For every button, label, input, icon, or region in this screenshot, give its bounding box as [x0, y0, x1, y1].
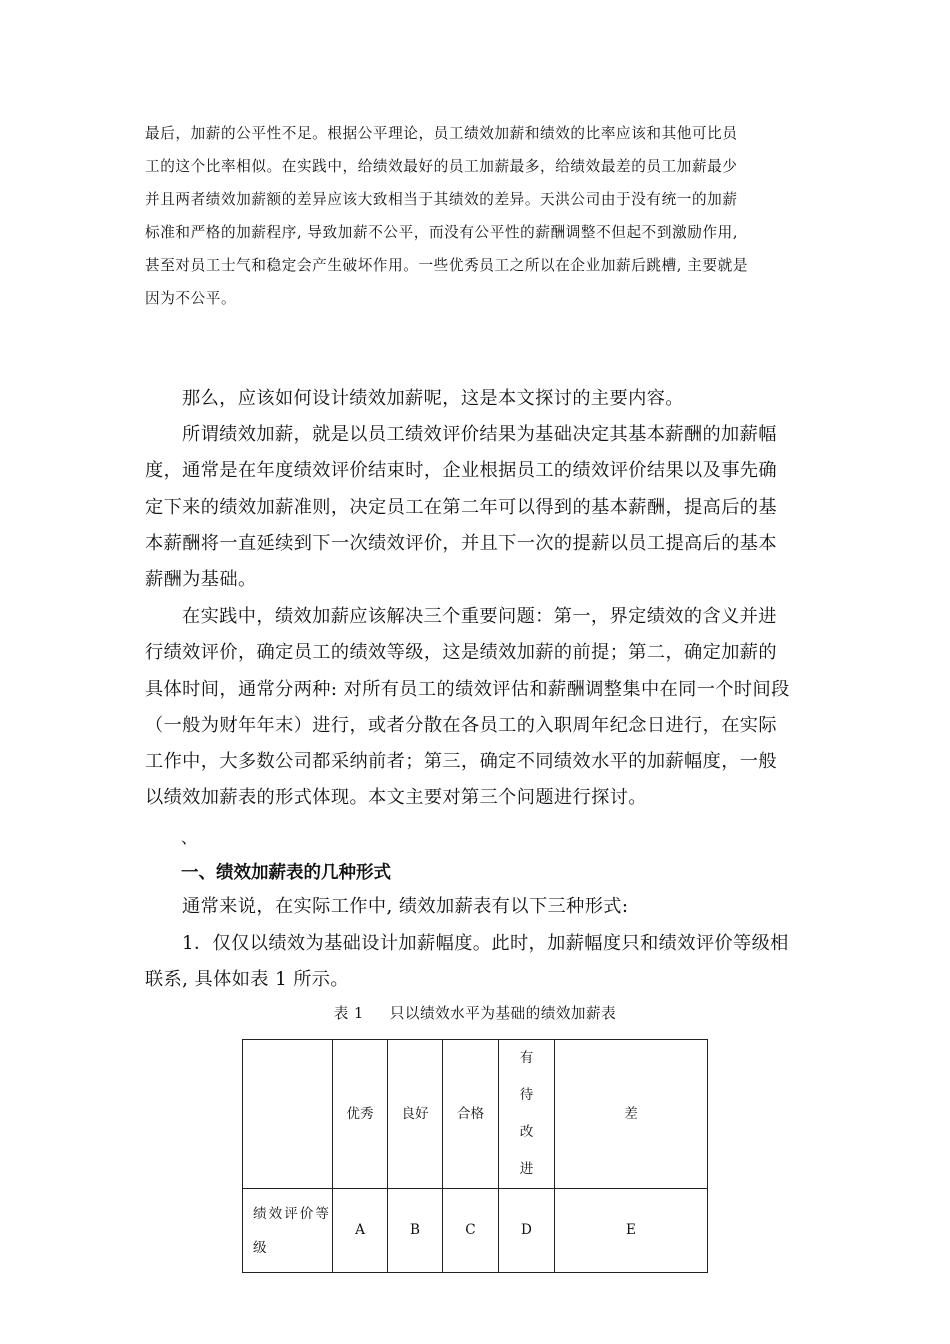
table-header-row: [243, 1040, 708, 1189]
text-line: 甚至对员工士气和稳定会产生破坏作用。一些优秀员工之所以在企业加薪后跳槽, 主要就是: [145, 257, 749, 274]
text-line: 联系, 具体如表 1 所示。: [145, 969, 349, 991]
header-cell-needs-improvement: [499, 1040, 555, 1189]
section-heading: 一、绩效加薪表的几种形式: [181, 863, 391, 883]
header-cell-pass: 合格: [443, 1040, 499, 1189]
table-caption-text: 只以绩效水平为基础的绩效加薪表: [389, 1005, 617, 1022]
table-caption-label: 表 1: [333, 1005, 364, 1022]
text-line: 以绩效加薪表的形式体现。本文主要对第三个问题进行探讨。: [145, 787, 647, 809]
table-row: [243, 1189, 708, 1273]
header-cell-excellent: 优秀: [333, 1040, 388, 1189]
text-line: 所谓绩效加薪，就是以员工绩效评价结果为基础决定其基本薪酬的加薪幅: [182, 424, 777, 445]
paragraph-question: [145, 381, 807, 417]
header-cell-poor: 差: [555, 1040, 708, 1189]
paragraph-item-1: [145, 926, 807, 999]
header-cell-good: 良好: [388, 1040, 443, 1189]
row-label-text: 绩效评价等级: [253, 1205, 331, 1256]
grade-cell-e: E: [555, 1189, 708, 1273]
paragraph-fairness: [145, 117, 807, 315]
text-line: 行绩效评价，确定员工的绩效等级，这是绩效加薪的前提；第二，确定加薪的: [145, 642, 777, 664]
text-line: 那么，应该如何设计绩效加薪呢，这是本文探讨的主要内容。: [182, 388, 684, 409]
text-line: 工作中，大多数公司都采纳前者；第三，确定不同绩效水平的加薪幅度，一般: [145, 751, 777, 773]
text-line: 1．仅仅以绩效为基础设计加薪幅度。此时，加薪幅度只和绩效评价等级相: [182, 933, 789, 954]
row-label-cell: [243, 1189, 333, 1273]
merit-raise-table: [242, 1039, 708, 1273]
text-line: 度，通常是在年度绩效评价结束时，企业根据员工的绩效评价结果以及事先确: [145, 460, 777, 482]
grade-cell-c: C: [443, 1189, 499, 1273]
paragraph-definition: [145, 417, 807, 598]
text-line: 薪酬为基础。: [145, 569, 257, 591]
table-caption: [0, 1002, 950, 1023]
text-line: 标准和严格的加薪程序, 导致加薪不公平，而没有公平性的薪酬调整不但起不到激励作用,: [145, 224, 739, 241]
text-line: （一般为财年年末）进行，或者分散在各员工的入职周年纪念日进行，在实际: [145, 714, 777, 736]
header-cell-needs-improvement-text: 有待改进: [519, 1050, 534, 1177]
text-line: 在实践中，绩效加薪应该解决三个重要问题：第一，界定绩效的含义并进: [182, 606, 777, 627]
text-line: 具体时间，通常分两种: 对所有员工的绩效评估和薪酬调整集中在同一个时间段: [145, 678, 790, 700]
text-line: 因为不公平。: [145, 290, 237, 307]
table-corner-cell: [243, 1040, 333, 1189]
text-line: 定下来的绩效加薪准则，决定员工在第二年可以得到的基本薪酬，提高后的基: [145, 496, 777, 518]
stray-comma-mark: 、: [181, 828, 198, 847]
paragraph-practice: [145, 599, 807, 817]
grade-cell-d: D: [499, 1189, 555, 1273]
grade-cell-a: A: [333, 1189, 388, 1273]
text-line: 通常来说，在实际工作中, 绩效加薪表有以下三种形式:: [182, 896, 629, 917]
paragraph-forms-intro: [145, 889, 807, 925]
text-line: 本薪酬将一直延续到下一次绩效评价，并且下一次的提薪以员工提高后的基本: [145, 532, 777, 554]
text-line: 工的这个比率相似。在实践中，给绩效最好的员工加薪最多，给绩效最差的员工加薪最少: [145, 158, 738, 175]
grade-cell-b: B: [388, 1189, 443, 1273]
text-line: 最后，加薪的公平性不足。根据公平理论，员工绩效加薪和绩效的比率应该和其他可比员: [145, 125, 738, 142]
text-line: 并且两者绩效加薪额的差异应该大致相当于其绩效的差异。天洪公司由于没有统一的加薪: [145, 191, 738, 208]
